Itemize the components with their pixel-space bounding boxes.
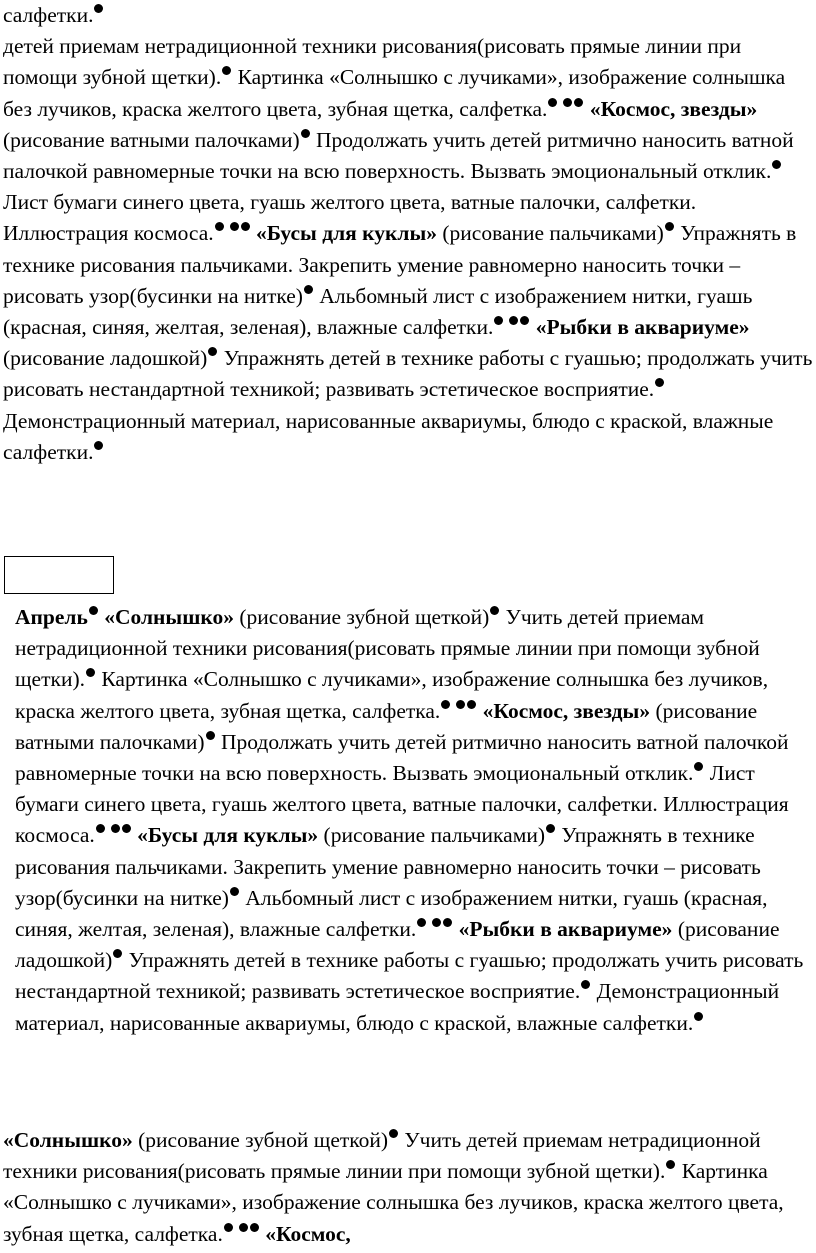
bullet-icon: [301, 129, 310, 138]
activity-title: «Рыбки в аквариуме»: [458, 917, 673, 942]
bullet-icon: [206, 731, 215, 740]
bullet-icon: [563, 98, 572, 107]
bullet-icon: [122, 824, 131, 833]
text-run: Упражнять в технике рисования пальчиками. Закрепить умение равномерно наносить точки – рисовать узор(бусинки на нитке): [3, 221, 797, 308]
text-run: Лист бумаги синего цвета, гуашь желтого цвета, ватные палочки, салфетки. Иллюстрация космоса.: [3, 190, 697, 246]
activity-title: «Солнышко»: [3, 1128, 133, 1152]
text-run: салфетки.: [3, 3, 94, 27]
text-block-1: [3, 0, 813, 468]
text-run: Демонстрационный материал, нарисованные аквариумы, блюдо с краской, влажные салфетки.: [15, 979, 780, 1035]
bullet-icon: [574, 98, 583, 107]
bullet-icon: [96, 824, 105, 833]
bullet-icon: [389, 1129, 398, 1138]
activity-title: «Космос, звезды»: [589, 96, 758, 121]
text-run: (рисование пальчиками): [318, 823, 545, 848]
bullet-icon: [432, 918, 441, 927]
paragraph: [3, 602, 813, 1039]
text-run: Упражнять в технике рисования пальчиками. Закрепить умение равномерно наносить точки – рисовать узор(бусинки на нитке): [15, 823, 761, 910]
bullet-icon: [89, 606, 98, 615]
bullet-icon: [86, 668, 95, 677]
text-run: (рисование пальчиками): [437, 221, 664, 246]
text-run: Учить детей приемам нетрадиционной техники рисования(рисовать прямые линии при помощи зубной щетки).: [3, 1128, 761, 1184]
text-block-april: [3, 602, 813, 1039]
bullet-icon: [94, 441, 103, 450]
text-run: Картинка «Солнышко с лучиками», изображение солнышка без лучиков, краска желтого цвета, зубная щетка, салфетка.: [15, 667, 769, 723]
text-run: Упражнять детей в технике работы с гуашью; продолжать учить рисовать нестандартной техникой; развивать эстетическое восприятие.: [15, 948, 804, 1004]
activity-title: «Солнышко»: [98, 605, 234, 629]
text-run: Альбомный лист с изображением нитки, гуашь (красная, синяя, желтая, зеленая), влажные салфетки.: [3, 283, 753, 340]
bullet-icon: [694, 762, 703, 771]
bullet-icon: [304, 285, 313, 294]
bullet-icon: [581, 980, 590, 989]
bullet-icon: [655, 378, 664, 387]
text-run: Продолжать учить детей ритмично наносить ватной палочкой равномерные точки на всю поверхность. Вызвать эмоциональный отклик.: [15, 729, 789, 786]
activity-title: «Рыбки в аквариуме»: [535, 315, 750, 340]
text-run: (рисование ватными палочками): [3, 127, 300, 152]
text-run: (рисование зубной щеткой): [233, 605, 490, 629]
bullet-icon: [441, 700, 450, 709]
bullet-icon: [694, 1012, 703, 1021]
bullet-icon: [230, 222, 239, 231]
bullet-icon: [94, 4, 103, 13]
bullet-icon: [494, 316, 503, 325]
text-run: Картинка «Солнышко с лучиками», изображение солнышка без лучиков, краска желтого цвета, зубная щетка, салфетка.: [3, 1159, 784, 1246]
text-run: детей приемам нетрадиционной техники рисования(рисовать прямые линии при помощи зубной щетки).: [3, 34, 742, 90]
text-block-3: [3, 1125, 813, 1250]
activity-title: «Космос, звезды»: [482, 698, 651, 723]
bullet-icon: [113, 949, 122, 958]
text-run: Картинка «Солнышко с лучиками», изображение солнышка без лучиков, краска желтого цвета, зубная щетка, салфетка.: [3, 65, 786, 121]
bullet-icon: [548, 98, 557, 107]
bullet-icon: [509, 316, 518, 325]
text-run: (рисование ладошкой): [3, 346, 208, 371]
bullet-icon: [456, 700, 465, 709]
bullet-icon: [230, 887, 239, 896]
bullet-icon: [241, 222, 250, 231]
text-run: (рисование зубной щеткой): [132, 1128, 389, 1152]
paragraph: [3, 31, 813, 468]
bullet-icon: [443, 918, 452, 927]
bullet-icon: [467, 700, 476, 709]
bullet-icon: [417, 918, 426, 927]
bullet-icon: [546, 824, 555, 833]
bullet-icon: [208, 347, 217, 356]
paragraph: [3, 0, 813, 31]
bullet-icon: [111, 824, 120, 833]
activity-title: «Бусы для куклы»: [137, 823, 319, 848]
text-run: Продолжать учить детей ритмично наносить ватной палочкой равномерные точки на всю поверхность. Вызвать эмоциональный отклик.: [3, 127, 794, 184]
bullet-icon: [224, 1223, 233, 1232]
empty-table-cell: [4, 556, 114, 594]
text-run: Учить детей приемам нетрадиционной техники рисования(рисовать прямые линии при помощи зубной щетки).: [15, 605, 760, 692]
bullet-icon: [520, 316, 529, 325]
text-run: Демонстрационный материал, нарисованные аквариумы, блюдо с краской, влажные салфетки.: [3, 408, 774, 464]
bullet-icon: [490, 606, 499, 615]
bullet-icon: [215, 222, 224, 231]
bullet-icon: [250, 1223, 259, 1232]
text-run: Лист бумаги синего цвета, гуашь желтого цвета, ватные палочки, салфетки. Иллюстрация космоса.: [15, 761, 789, 848]
text-run: (рисование ватными палочками): [15, 698, 758, 754]
month-heading: Апрель: [15, 605, 88, 629]
text-run: Альбомный лист с изображением нитки, гуашь (красная, синяя, желтая, зеленая), влажные салфетки.: [15, 885, 768, 942]
bullet-icon: [665, 222, 674, 231]
bullet-icon: [666, 1160, 675, 1169]
bullet-icon: [222, 66, 231, 75]
text-run: (рисование ладошкой): [15, 917, 780, 973]
text-run: Упражнять детей в технике работы с гуашью; продолжать учить рисовать нестандартной техникой; развивать эстетическое восприятие.: [3, 346, 813, 402]
bullet-icon: [772, 160, 781, 169]
activity-title: «Бусы для куклы»: [256, 221, 437, 246]
activity-title: «Космос,: [265, 1221, 351, 1246]
bullet-icon: [239, 1223, 248, 1232]
paragraph: [3, 1125, 813, 1250]
